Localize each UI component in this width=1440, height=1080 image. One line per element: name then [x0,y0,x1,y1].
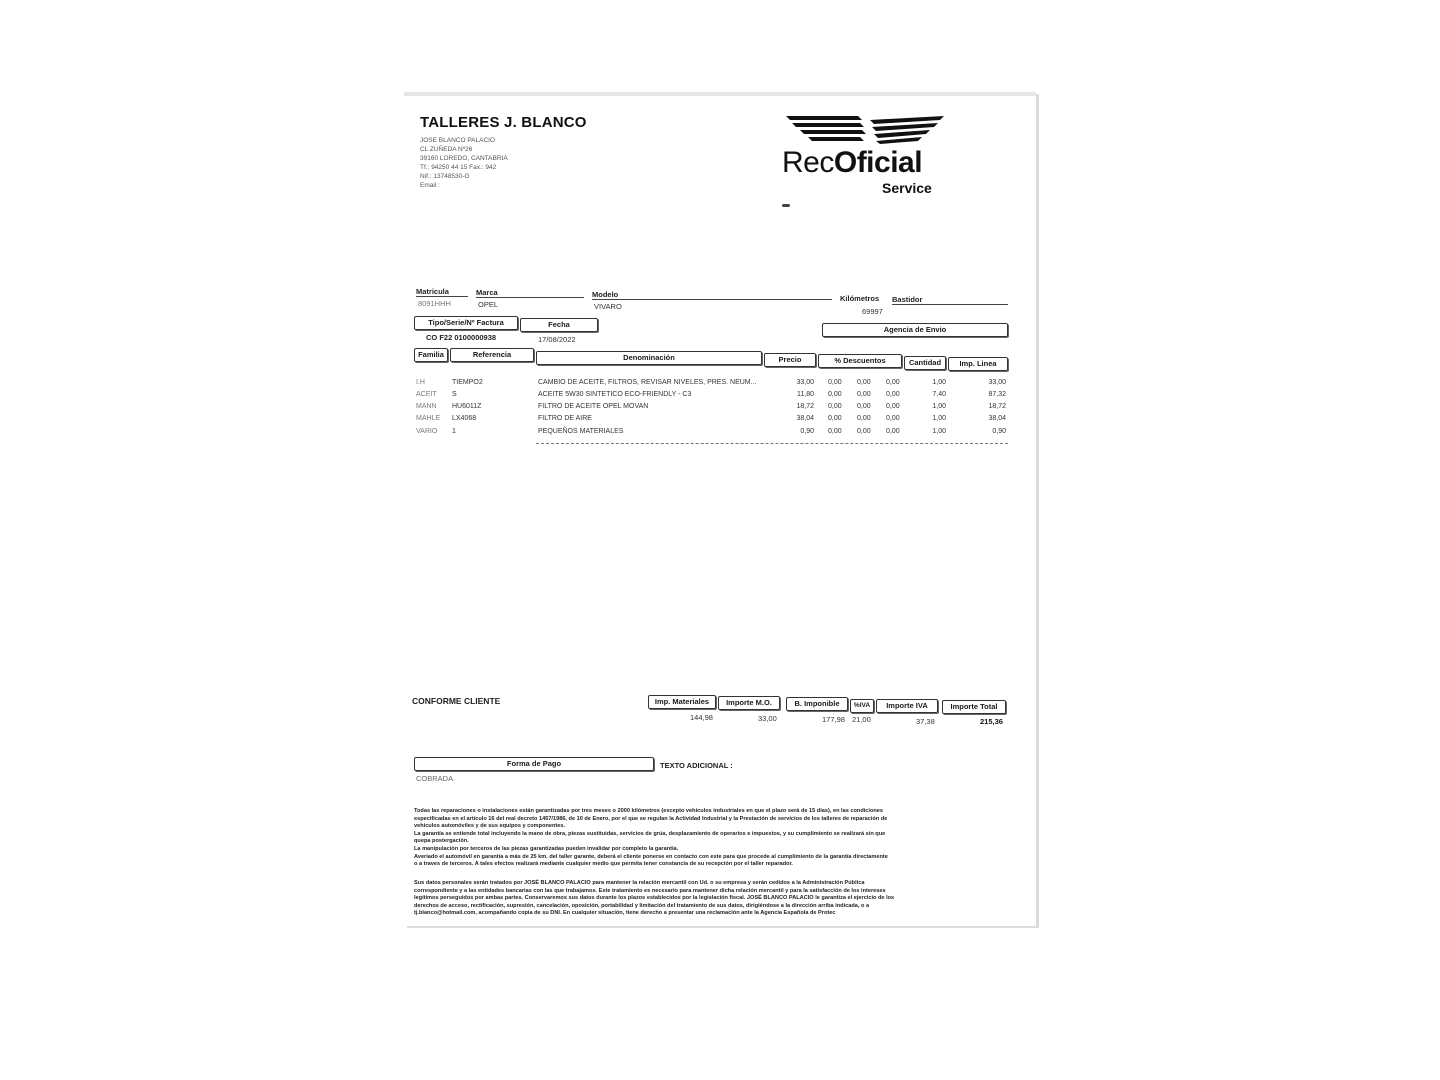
cell-referencia: S [452,391,457,398]
cell-imp-linea: 38,04 [988,415,1006,422]
modelo-value: VIVARO [594,302,622,311]
matricula-value: 8091HHH [418,299,451,308]
cell-imp-linea: 33,00 [988,379,1006,386]
bastidor-label: Bastidor [892,295,1008,305]
address-line: Tf.: 94250 44 15 Fax.: 942 [420,164,497,171]
cell-precio: 0,90 [800,428,814,435]
cell-precio: 18,72 [796,403,814,410]
importe-total-value: 215,36 [980,717,1003,726]
cell-descuento-2: 0,00 [857,415,871,422]
marca-label: Marca [476,288,584,298]
cell-referencia: TIEMPO2 [452,379,483,386]
cell-imp-linea: 0,90 [992,428,1006,435]
privacy-text [414,880,894,918]
iva-pct-header: %IVA [850,699,874,713]
company-name: TALLERES J. BLANCO [420,114,587,131]
address-line: Nif.: 13748530-G [420,173,470,180]
legal-line: especificadas en el artículo 16 del real decreto 1457/1986, de 10 de Enero, por el que se regulan la Actividad Industrial y la Prestación de servicios de los talleres de reparación de [414,815,888,822]
importe-iva-value: 37,38 [916,717,935,726]
cell-descuento-3: 0,00 [886,428,900,435]
cell-imp-linea: 87,32 [988,391,1006,398]
importe-iva-header: Importe IVA [876,699,938,713]
cell-descuento-1: 0,00 [828,391,842,398]
scan-speck [782,204,790,207]
cell-referencia: LX4068 [452,415,477,422]
table-row [404,391,1024,403]
cell-descuento-3: 0,00 [886,379,900,386]
cell-descuento-2: 0,00 [857,428,871,435]
cell-descuento-3: 0,00 [886,391,900,398]
imp-materiales-value: 144,98 [690,713,713,722]
col-cantidad: Cantidad [904,356,946,370]
km-value: 69997 [862,307,883,316]
marca-value: OPEL [478,300,499,309]
agencia-envio-header: Agencia de Envio [822,323,1008,337]
legal-line: quepa postergación. [414,838,469,845]
conforme-cliente: CONFORME CLIENTE [412,696,501,706]
table-row [404,415,1024,427]
cell-denominacion: FILTRO DE AIRE [538,415,592,422]
matricula-label: Matricula [416,287,468,297]
cell-precio: 11,80 [797,391,814,398]
legal-line: Todas las reparaciones o instalaciones están garantizadas por tres meses o 2000 kilómetros (excepto vehiculos industriales en que el plazo será de 15 días), en las condiciones [414,808,884,814]
cell-familia: I.H [416,379,425,386]
forma-pago-header: Forma de Pago [414,757,654,771]
tipo-factura-header: Tipo/Serie/Nº Factura [414,316,518,330]
cell-cantidad: 7,40 [932,391,946,398]
cell-denominacion: CAMBIO DE ACEITE, FILTROS, REVISAR NIVELES, PRES. NEUM... [538,379,757,386]
cell-denominacion: PEQUEÑOS MATERIALES [538,428,624,435]
legal-line: correspondiente y a las entidades bancarias con las que trabajamos. Este tratamiento es necesario para mantener dicha relación mercantil y para la satisfacción de los intereses [414,887,886,894]
cell-precio: 38,04 [796,415,814,422]
cell-denominacion: ACEITE 5W30 SINTETICO ECO-FRIENDLY - C3 [538,391,692,398]
fecha-value: 17/08/2022 [538,335,576,344]
base-imponible-value: 177,98 [822,715,845,724]
logo-service: Service [882,180,932,196]
table-row [404,379,1024,391]
guarantee-text [414,808,888,869]
logo-wordmark [782,146,922,180]
address-line: 39160 LOREDO, CANTABRIA [420,155,508,162]
legal-line: Sus datos personales serán tratados por JOSÉ BLANCO PALACIO para mantener la relación mercantil con Ud. o su empresa y serán cedidos a la Administración Pública [414,880,865,886]
cell-descuento-2: 0,00 [857,403,871,410]
texto-adicional-label: TEXTO ADICIONAL : [660,761,733,770]
legal-line: derechos de acceso, rectificación, supresión, cancelación, oposición, portabilidad y limitación del tratamiento de sus datos, dirigiéndose a la dirección arriba indicada, o a [414,902,870,909]
col-familia: Familia [414,348,448,362]
legal-line: Averiado el automóvil en garantía a más de 25 km. del taller garante, deberá el cliente ponerse en contacto con este para que procede al cumplimiento de la garantía directamente [414,853,888,860]
importe-mo-value: 33,00 [758,714,777,723]
cell-descuento-1: 0,00 [828,428,842,435]
company-address [420,136,508,190]
table-end-divider [536,443,1008,444]
col-precio: Precio [764,353,816,367]
cell-descuento-3: 0,00 [886,415,900,422]
cell-referencia: HU6011Z [452,403,482,410]
address-line: CL ZUÑEDA Nº26 [420,146,473,153]
address-line: Email : [420,182,440,189]
cell-referencia: 1 [452,428,456,435]
imp-materiales-header: Imp. Materiales [648,695,716,709]
cell-familia: ACEIT [416,391,437,398]
cell-descuento-3: 0,00 [886,403,900,410]
table-row [404,428,1024,440]
legal-line: o a traves de terceros. A tales efectos realizará mediante cualquier medio que permita tener constancia de su recepción por el taller reparador. [414,861,793,868]
logo-word-rec: Rec [782,146,834,179]
cell-familia: MANN [416,403,437,410]
col-imp-linea: Imp. Linea [948,357,1008,371]
legal-line: vehículos automóviles y de sus equipos y componentes. [414,823,566,830]
cell-cantidad: 1,00 [932,428,946,435]
invoice-sheet [404,92,1036,926]
legal-line: La manipulación por terceros de las piezas garantizadas pueden invalidar por completo la garantía. [414,845,679,852]
importe-total-header: Importe Total [942,700,1006,714]
col-referencia: Referencia [450,348,534,362]
legal-line: legítimos perseguidos por ambas partes. Conservaremos sus datos durante los plazos establecidos por la legislación fiscal. JOSÉ BLANCO PALACIO le garantiza el ejercicio de los [414,895,895,902]
cell-cantidad: 1,00 [932,403,946,410]
iva-pct-value: 21,00 [852,715,871,724]
cell-familia: MAHLE [416,415,441,422]
km-label: Kilómetros [840,294,880,303]
importe-mo-header: Importe M.O. [718,696,780,710]
cell-imp-linea: 18,72 [988,403,1006,410]
forma-pago-value: COBRADA [416,774,454,783]
address-line: JOSE BLANCO PALACIO [420,137,496,144]
cell-familia: VARIO [416,428,438,435]
legal-line: La garantía se entiende total incluyendo la mano de obra, piezas sustituidas, servicios de grúa, desplazamiento de operarios e impuestos, y su cumplimiento se realizará sin que [414,830,886,837]
cell-precio: 33,00 [796,379,814,386]
cell-descuento-2: 0,00 [857,379,871,386]
col-denominacion: Denominación [536,351,762,365]
cell-cantidad: 1,00 [932,415,946,422]
cell-denominacion: FILTRO DE ACEITE OPEL MOVAN [538,403,649,410]
cell-descuento-1: 0,00 [828,379,842,386]
col-descuentos: % Descuentos [818,354,902,368]
tipo-factura-value: CO F22 0100000938 [426,333,497,342]
table-row [404,403,1024,415]
modelo-label: Modelo [592,290,832,300]
cell-descuento-2: 0,00 [857,391,871,398]
cell-descuento-1: 0,00 [828,403,842,410]
fecha-header: Fecha [520,318,598,332]
cell-cantidad: 1,00 [932,379,946,386]
cell-descuento-1: 0,00 [828,415,842,422]
logo-word-oficial: Oficial [833,146,923,179]
recoficial-logo [782,114,952,204]
base-imponible-header: B. Imponible [786,697,848,711]
legal-line: tj.blanco@hotmail.com, acompañando copia de su DNI. En cualquier situación, tiene derecho a presentar una reclamación ante la Agencia Española de Protec [414,910,836,917]
wings-icon [782,114,952,148]
